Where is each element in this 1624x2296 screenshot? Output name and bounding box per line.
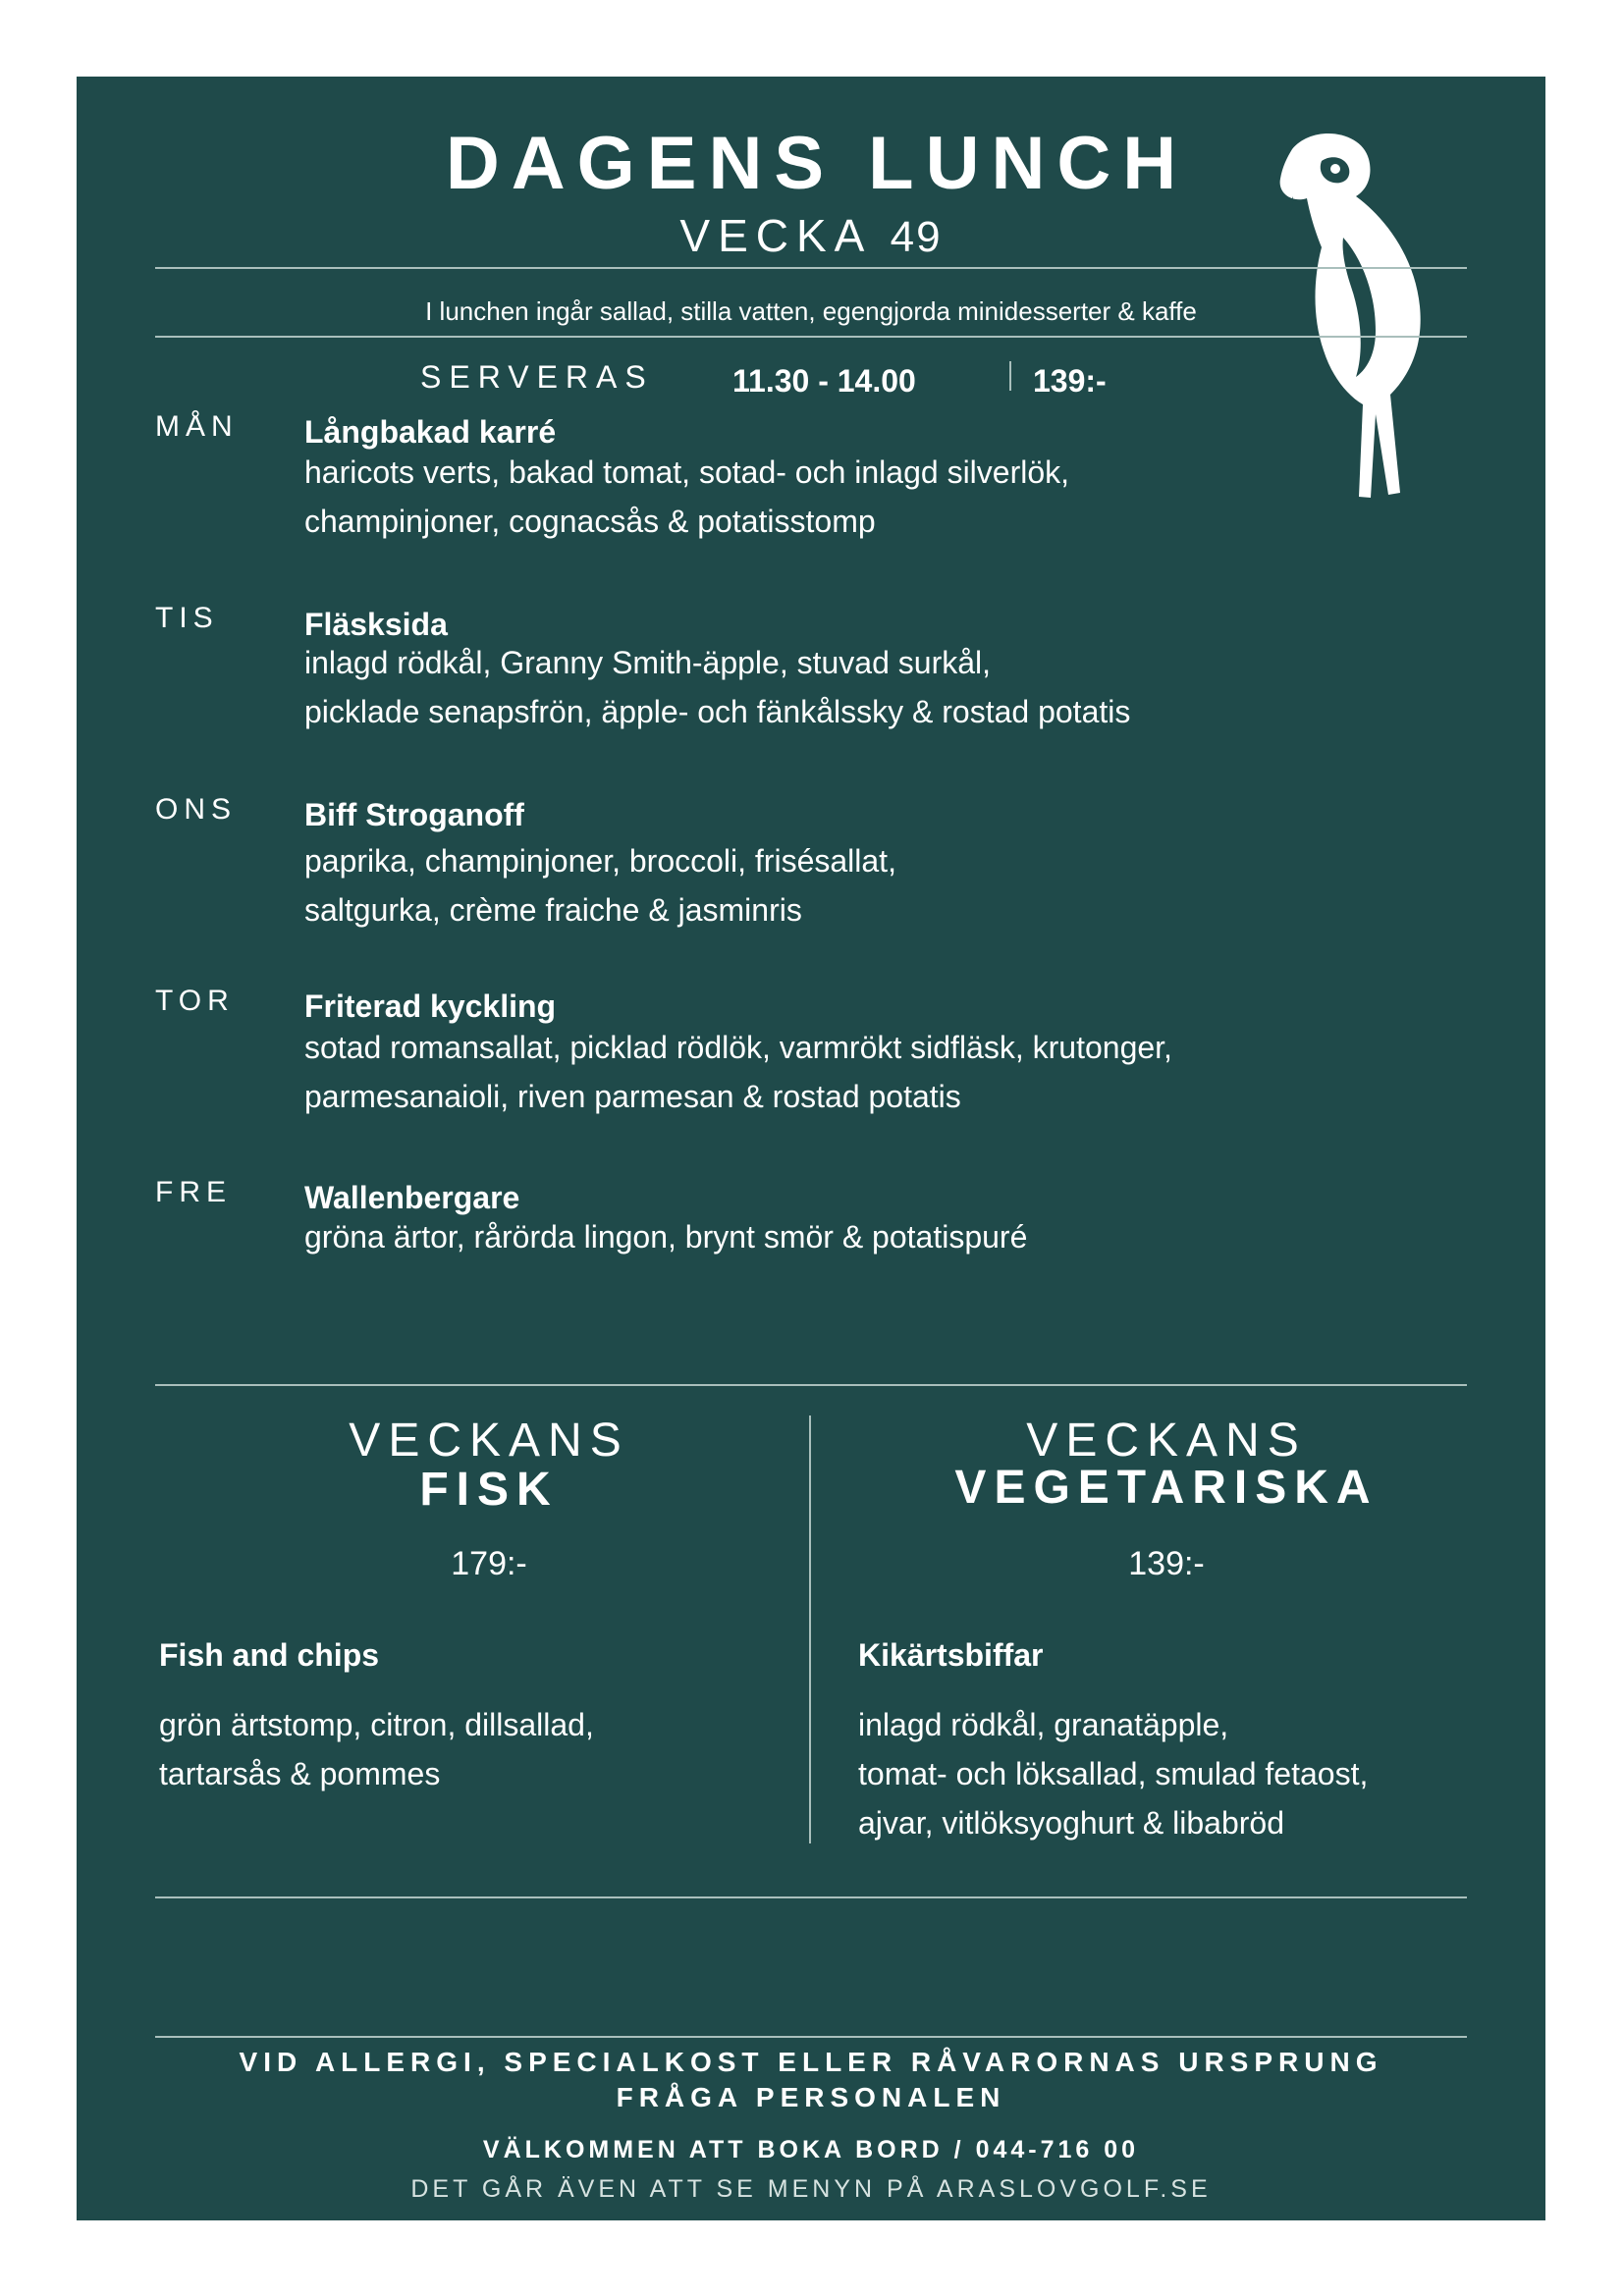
fish-dish-name: Fish and chips <box>159 1637 380 1673</box>
day-label-mon: MÅN <box>155 410 239 443</box>
dish-desc-fri-1: gröna ärtor, rårörda lingon, brynt smör & potatispuré <box>304 1219 1028 1255</box>
dish-name-fri: Wallenbergare <box>304 1180 520 1215</box>
dish-name-wed: Biff Stroganoff <box>304 797 524 832</box>
dish-name-thu: Friterad kyckling <box>304 988 557 1024</box>
serving-time: 11.30 - 14.00 <box>732 363 916 399</box>
veg-desc-2: tomat- och löksallad, smulad fetaost, <box>858 1756 1369 1791</box>
booking-note: VÄLKOMMEN ATT BOKA BORD / 044-716 00 <box>482 2136 1140 2163</box>
veg-desc-1: inlagd rödkål, granatäpple, <box>858 1707 1229 1742</box>
website-note: DET GÅR ÄVEN ATT SE MENYN PÅ ARASLOVGOLF.SE <box>410 2175 1212 2203</box>
allergy-note-1: VID ALLERGI, SPECIALKOST ELLER RÅVARORNAS URSPRUNG <box>239 2047 1383 2077</box>
dish-desc-thu-2: parmesanaioli, riven parmesan & rostad potatis <box>304 1079 961 1114</box>
divider-includes <box>155 336 1467 338</box>
fish-desc-2: tartarsås & pommes <box>159 1756 441 1791</box>
column-divider <box>809 1415 811 1843</box>
fish-heading-1: VECKANS <box>349 1415 629 1467</box>
fish-desc-1: grön ärtstomp, citron, dillsallad, <box>159 1707 594 1742</box>
veg-dish-name: Kikärtsbiffar <box>858 1637 1044 1673</box>
dish-desc-tue-2: picklade senapsfrön, äpple- och fänkålssky & rostad potatis <box>304 694 1131 729</box>
dish-name-tue: Fläsksida <box>304 607 448 642</box>
dish-desc-tue-1: inlagd rödkål, Granny Smith-äpple, stuvad surkål, <box>304 645 992 680</box>
menu-panel <box>77 77 1545 2220</box>
dish-desc-wed-1: paprika, champinjoner, broccoli, frisésallat, <box>304 843 896 879</box>
fish-heading-2: FISK <box>419 1464 559 1516</box>
page-title: DAGENS LUNCH <box>445 122 1189 205</box>
veg-heading-1: VECKANS <box>1026 1415 1307 1467</box>
day-label-tue: TIS <box>155 602 219 634</box>
includes-note: I lunchen ingår sallad, stilla vatten, egengjorda minidesserter & kaffe <box>425 296 1197 326</box>
divider-weekly <box>155 1384 1467 1386</box>
serving-label: SERVERAS <box>420 359 654 395</box>
day-label-thu: TOR <box>155 985 235 1017</box>
fish-price: 179:- <box>451 1545 527 1582</box>
day-label-wed: ONS <box>155 793 238 826</box>
week-number: 49 <box>890 213 943 261</box>
dish-desc-thu-1: sotad romansallat, picklad rödlök, varmrökt sidfläsk, krutonger, <box>304 1030 1172 1065</box>
veg-desc-3: ajvar, vitlöksyoghurt & libabröd <box>858 1805 1284 1841</box>
veg-price: 139:- <box>1128 1545 1205 1582</box>
divider-top <box>155 267 1467 269</box>
week-label: VECKA <box>679 210 870 261</box>
serving-price: 139:- <box>1033 363 1107 399</box>
veg-heading-2: VEGETARISKA <box>954 1462 1379 1514</box>
divider-bottom <box>155 1896 1467 1898</box>
day-label-fri: FRE <box>155 1176 232 1208</box>
divider-footer <box>155 2036 1467 2038</box>
dish-desc-wed-2: saltgurka, crème fraiche & jasminris <box>304 892 802 928</box>
dish-desc-mon-2: champinjoner, cognacsås & potatisstomp <box>304 504 876 539</box>
dish-desc-mon-1: haricots verts, bakad tomat, sotad- och inlagd silverlök, <box>304 454 1070 490</box>
serving-separator <box>1009 361 1011 391</box>
allergy-note-2: FRÅGA PERSONALEN <box>616 2082 1006 2112</box>
dish-name-mon: Långbakad karré <box>304 414 557 450</box>
